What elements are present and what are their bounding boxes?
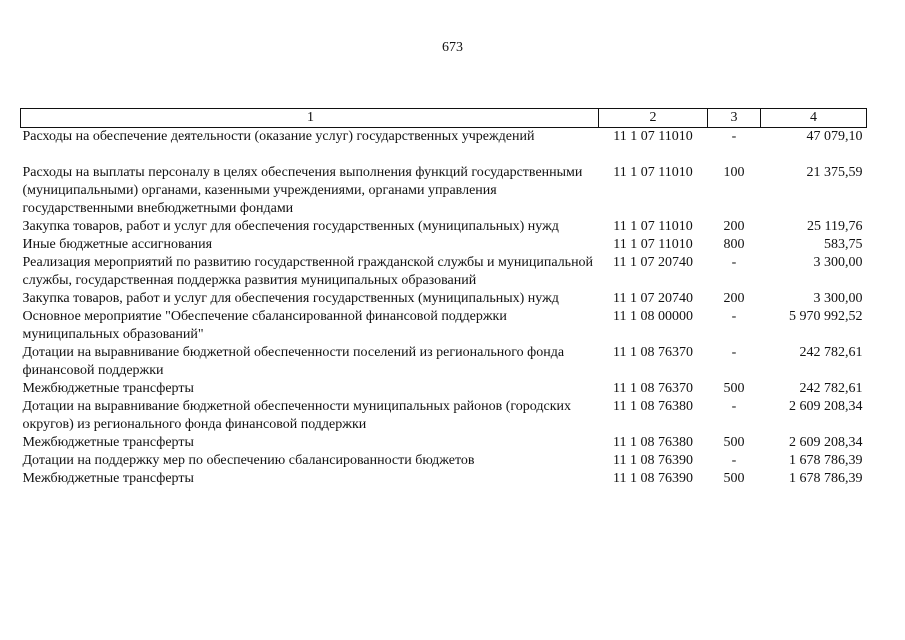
table-row (21, 290, 867, 308)
row-type: - (731, 129, 737, 144)
header-col-4: 4 (761, 109, 867, 128)
row-code: 11 1 07 11010 (613, 129, 693, 144)
page-number: 673 (442, 40, 463, 55)
row-name: Дотации на выравнивание бюджетной обеспеченности муниципальных районов (городских округов) из регионального фонда финансовой поддержки (22, 399, 572, 432)
row-amount: 21 375,59 (806, 165, 863, 180)
row-type: - (731, 453, 737, 468)
row-amount: 25 119,76 (807, 219, 863, 234)
row-name: Дотации на выравнивание бюджетной обеспеченности поселений из регионального фонда финансовой поддержки (22, 345, 565, 378)
row-type: 500 (723, 435, 745, 450)
row-code: 11 1 08 00000 (613, 309, 693, 324)
table-row (21, 236, 867, 254)
row-type: 500 (723, 471, 745, 486)
row-code: 11 1 07 11010 (613, 219, 693, 234)
table-row (21, 164, 867, 218)
row-amount: 2 609 208,34 (789, 399, 863, 414)
table-header-row (21, 109, 867, 128)
row-code: 11 1 08 76390 (613, 471, 693, 486)
row-name: Межбюджетные трансферты (22, 435, 194, 450)
row-code: 11 1 08 76390 (613, 453, 693, 468)
row-amount: 1 678 786,39 (789, 471, 863, 486)
table-row (21, 434, 867, 452)
row-amount: 5 970 992,52 (789, 309, 863, 324)
header-col-3: 3 (708, 109, 761, 128)
row-type: - (731, 309, 737, 324)
row-name: Иные бюджетные ассигнования (22, 237, 213, 252)
row-amount: 3 300,00 (813, 255, 863, 270)
row-code: 11 1 07 11010 (613, 237, 693, 252)
row-code: 11 1 08 76370 (613, 381, 693, 396)
row-code: 11 1 07 20740 (613, 255, 693, 270)
row-name: Расходы на обеспечение деятельности (оказание услуг) государственных учреждений (22, 129, 535, 144)
table-row (21, 254, 867, 290)
row-type: - (731, 255, 737, 270)
row-code: 11 1 07 20740 (613, 291, 693, 306)
header-col-2: 2 (599, 109, 708, 128)
row-name: Основное мероприятие "Обеспечение сбалансированной финансовой поддержки муниципальных образований" (22, 309, 507, 342)
row-amount: 47 079,10 (806, 129, 863, 144)
row-amount: 1 678 786,39 (789, 453, 863, 468)
row-amount: 3 300,00 (813, 291, 863, 306)
row-name: Расходы на выплаты персоналу в целях обеспечения выполнения функций государственными (муниципальными) органами, казенными учреждениями, органами управления государственными внебюджетными фондами (22, 165, 583, 216)
spacer-row (21, 146, 867, 164)
table-row (21, 452, 867, 470)
table-row (21, 344, 867, 380)
row-name: Закупка товаров, работ и услуг для обеспечения государственных (муниципальных) нужд (22, 219, 559, 234)
row-type: 800 (723, 237, 745, 252)
row-type: 500 (723, 381, 745, 396)
row-code: 11 1 07 11010 (613, 165, 693, 180)
table-row (21, 128, 867, 147)
row-type: - (731, 399, 737, 414)
row-code: 11 1 08 76380 (613, 435, 693, 450)
row-amount: 583,75 (824, 237, 863, 252)
row-name: Межбюджетные трансферты (22, 381, 194, 396)
row-amount: 242 782,61 (799, 345, 863, 360)
budget-table (20, 108, 867, 488)
row-name: Реализация мероприятий по развитию государственной гражданской службы и муниципальной службы, государственная поддержка развития муниципальных образований (22, 255, 594, 288)
row-code: 11 1 08 76380 (613, 399, 693, 414)
table-row (21, 218, 867, 236)
row-name: Закупка товаров, работ и услуг для обеспечения государственных (муниципальных) нужд (22, 291, 559, 306)
row-code: 11 1 08 76370 (613, 345, 693, 360)
row-type: 200 (723, 291, 745, 306)
table-row (21, 380, 867, 398)
row-type: - (731, 345, 737, 360)
row-name: Межбюджетные трансферты (22, 471, 194, 486)
row-amount: 2 609 208,34 (789, 435, 863, 450)
row-type: 100 (723, 165, 745, 180)
row-amount: 242 782,61 (799, 381, 863, 396)
table-row (21, 470, 867, 488)
table-row (21, 308, 867, 344)
header-col-1: 1 (21, 109, 599, 128)
row-name: Дотации на поддержку мер по обеспечению сбалансированности бюджетов (22, 453, 475, 468)
table-row (21, 398, 867, 434)
row-type: 200 (723, 219, 745, 234)
